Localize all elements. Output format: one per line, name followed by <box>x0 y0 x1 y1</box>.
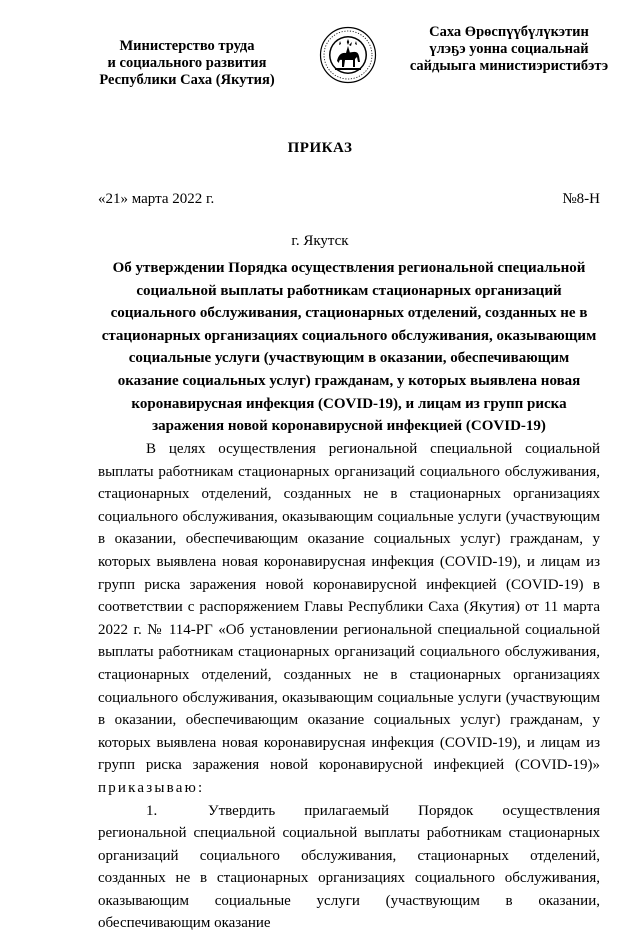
ministry-name-line: сайдыыга министиэристибэтэ <box>396 58 622 75</box>
document-city: г. Якутск <box>0 233 640 250</box>
ministry-name-line: Саха Өрөспүүбүлүкэтин <box>396 24 622 41</box>
order-item-number: 1. <box>146 800 208 823</box>
ministry-name-line: үлэҕэ уонна социальнай <box>396 41 622 58</box>
preamble-paragraph <box>98 438 600 800</box>
document-body <box>98 438 600 935</box>
document-title: ПРИКАЗ <box>0 140 640 157</box>
ministry-name-line: Министерство труда <box>72 38 302 55</box>
ministry-name-line: Республики Саха (Якутия) <box>72 72 302 89</box>
ministry-name-line: и социального развития <box>72 55 302 72</box>
document-subject: Об утверждении Порядка осуществления региональной специальной социальной выплаты работникам стационарных организаций социального обслуживания, стационарных отделений, созданных не в стационарных организациях социального обслуживания, оказывающим социальные услуги (участвующим в оказании, обеспечивающим оказание социальных услуг) гражданам, у которых выявлена новая коронавирусная инфекция (COVID-19), и лицам из групп риска заражения новой коронавирусной инфекцией (COVID-19) <box>98 257 600 438</box>
preamble-text: В целях осуществления региональной специальной социальной выплаты работникам стационарных организаций социального обслуживания, стационарных отделений, созданных не в стационарных организациях социального обслуживания, оказывающим социальные услуги (участвующим в оказании, обеспечивающим оказание социальных услуг) гражданам, у которых выявлена новая коронавирусная инфекция (COVID-19), и лицам из групп риска заражения новой коронавирусной инфекцией (COVID-19) в соответствии с распоряжением Главы Республики Саха (Якутия) от 11 марта 2022 г. № 114-РГ «Об установлении региональной специальной социальной выплаты работникам стационарных организаций социального обслуживания, стационарных отделений, созданных не в стационарных организациях социального обслуживания, оказывающим социальные услуги (участвующим в оказании, обеспечивающим оказание социальных услуг) гражданам, у которых выявлена новая коронавирусная инфекция (COVID-19), и лицам из групп риска заражения новой коронавирусной инфекцией (COVID-19)» <box>98 441 600 773</box>
sakha-coat-of-arms-icon <box>319 26 377 84</box>
order-item-text: Утвердить прилагаемый Порядок осуществления региональной специальной социальной выплаты работникам стационарных организаций социального обслуживания, стационарных отделений, созданных не в стационарных организациях социального обслуживания, оказывающим социальные услуги (участвующим в оказании, обеспечивающим оказание <box>98 803 600 932</box>
ministry-name-russian <box>72 38 302 89</box>
document-date: «21» марта 2022 г. <box>98 191 214 208</box>
order-item-1 <box>98 800 600 935</box>
ministry-name-sakha <box>396 24 622 75</box>
document-number: №8-Н <box>562 191 600 208</box>
order-word: приказываю: <box>98 780 204 796</box>
